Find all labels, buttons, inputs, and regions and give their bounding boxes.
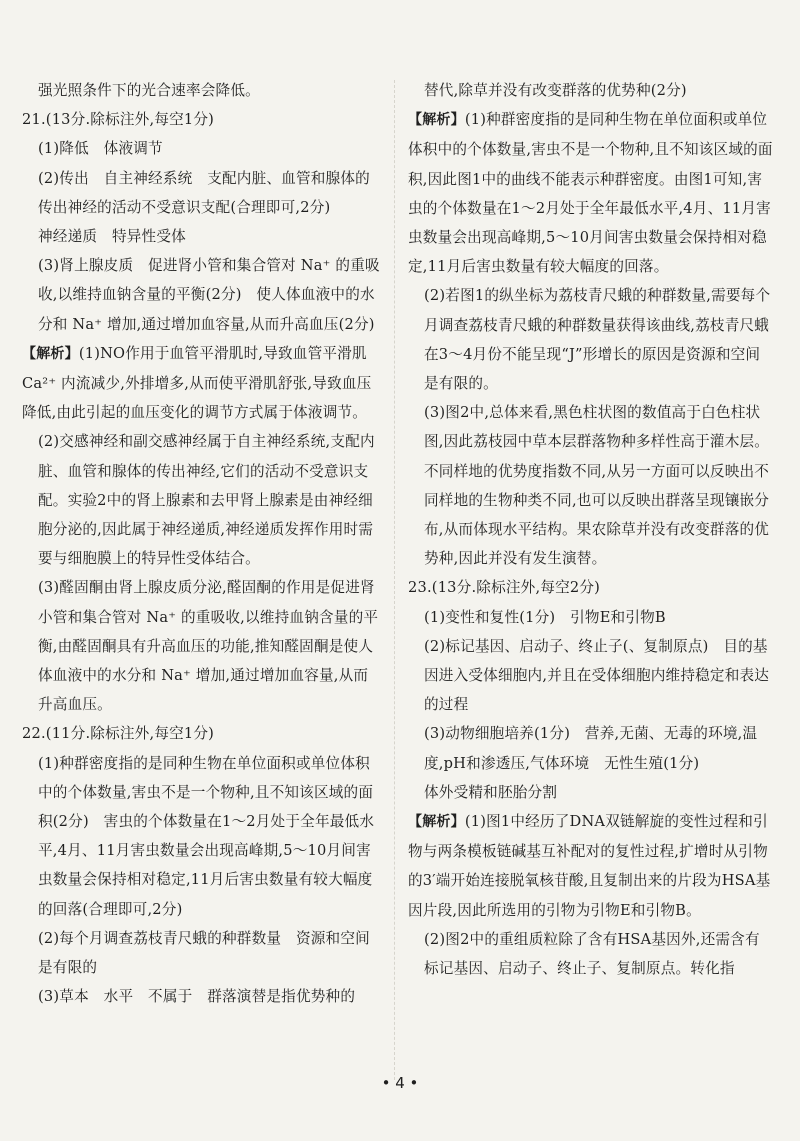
answer-23-3b: 体外受精和胚胎分割	[424, 783, 558, 801]
column-divider	[394, 80, 395, 1080]
analysis-22-1: 【解析】(1)种群密度指的是同种生物在单位面积或单位体积中的个体数量,害虫不是一个物种,且不知该区域的面积,因此图1中的曲线不能表示种群密度。由图1可知,害虫的个体数量在1～2月处于全年最低水平,4月、11月害虫数量会出现高峰期,5～10月间害虫数量会保持相对稳定,11月后害虫数量有较大幅度的回落。	[408, 111, 773, 276]
answer-22-3: (3)草本 水平 不属于 群落演替是指优势种的	[38, 988, 356, 1006]
answer-23-2: (2)标记基因、启动子、终止子(、复制原点) 目的基因进入受体细胞内,并且在受体细胞内维持稳定和表达的过程	[424, 637, 770, 714]
analysis-23-1: 【解析】(1)图1中经历了DNA双链解旋的变性过程和引物与两条模板链碱基互补配对的复性过程,扩增时从引物的3′端开始连接脱氧核苷酸,且复制出来的片段为HSA基因片段,因此所选用的引物为引物E和引物B。	[408, 813, 771, 919]
right-column	[408, 76, 774, 983]
answer-22-3-cont: 替代,除草并没有改变群落的优势种(2分)	[424, 82, 687, 99]
answer-23-1: (1)变性和复性(1分) 引物E和引物B	[424, 608, 666, 626]
page-number: • 4 •	[381, 1074, 419, 1092]
analysis-tag: 【解析】	[408, 112, 465, 129]
question-22-header: 22.(11分.除标注外,每空1分)	[22, 725, 215, 743]
analysis-23-2: (2)图2中的重组质粒除了含有HSA基因外,还需含有标记基因、启动子、终止子、复制原点。转化指	[424, 930, 760, 978]
analysis-21-3: (3)醛固酮由肾上腺皮质分泌,醛固酮的作用是促进肾小管和集合管对 Na⁺ 的重吸收,以维持血钠含量的平衡,由醛固酮具有升高血压的功能,推知醛固酮是使人体血液中的水分和 Na⁺ 增加,通过增加血容量,从而升高血压。	[38, 579, 379, 714]
analysis-21-1: 【解析】(1)NO作用于血管平滑肌时,导致血管平滑肌 Ca²⁺ 内流减少,外排增多,从而使平滑肌舒张,导致血压降低,由此引起的血压变化的调节方式属于体液调节。	[22, 344, 372, 422]
answer-21-2: (2)传出 自主神经系统 支配内脏、血管和腺体的传出神经的活动不受意识支配(合理即可,2分)	[38, 169, 370, 216]
answer-22-1: (1)种群密度指的是同种生物在单位面积或单位体积中的个体数量,害虫不是一个物种,且不知该区域的面积(2分) 害虫的个体数量在1～2月处于全年最低水平,4月、11月害虫数量会出现高峰期,5～10月间害虫数量会保持相对稳定,11月后害虫数量有较大幅度的回落(合理即可,2分)	[38, 754, 375, 918]
analysis-tag: 【解析】	[408, 814, 465, 831]
analysis-22-2: (2)若图1的纵坐标为荔枝青尺蛾的种群数量,需要每个月调查荔枝青尺蛾的种群数量获得该曲线,荔枝青尺蛾在3～4月份不能呈现“J”形增长的原因是资源和空间是有限的。	[424, 287, 771, 393]
question-21-header: 21.(13分.除标注外,每空1分)	[22, 111, 215, 129]
answer-23-3: (3)动物细胞培养(1分) 营养,无菌、无毒的环境,温度,pH和渗透压,气体环境 无性生殖(1分)	[424, 725, 758, 772]
analysis-21-2: (2)交感神经和副交感神经属于自主神经系统,支配内脏、血管和腺体的传出神经,它们的活动不受意识支配。实验2中的肾上腺素和去甲肾上腺素是由神经细胞分泌的,因此属于神经递质,神经递质发挥作用时需要与细胞膜上的特异性受体结合。	[38, 433, 375, 568]
answer-21-3: (3)肾上腺皮质 促进肾小管和集合管对 Na⁺ 的重吸收,以维持血钠含量的平衡(2分) 使人体血液中的水分和 Na⁺ 增加,通过增加血容量,从而升高血压(2分)	[38, 257, 380, 333]
answer-21-1: (1)降低 体液调节	[38, 140, 163, 158]
left-column	[22, 76, 380, 1012]
answer-22-2: (2)每个月调查荔枝青尺蛾的种群数量 资源和空间是有限的	[38, 929, 370, 977]
analysis-22-3: (3)图2中,总体来看,黑色柱状图的数值高于白色柱状图,因此荔枝园中草本层群落物种多样性高于灌木层。不同样地的优势度指数不同,从另一方面可以反映出不同样地的生物种类不同,也可以反映出群落呈现镶嵌分布,从而体现水平结构。果农除草并没有改变群落的优势种,因此并没有发生演替。	[424, 404, 770, 568]
analysis-tag: 【解析】	[22, 345, 79, 362]
text-line: 强光照条件下的光合速率会降低。	[38, 82, 260, 99]
question-23-header: 23.(13分.除标注外,每空2分)	[408, 579, 601, 597]
answer-21-2b: 神经递质 特异性受体	[38, 228, 186, 246]
